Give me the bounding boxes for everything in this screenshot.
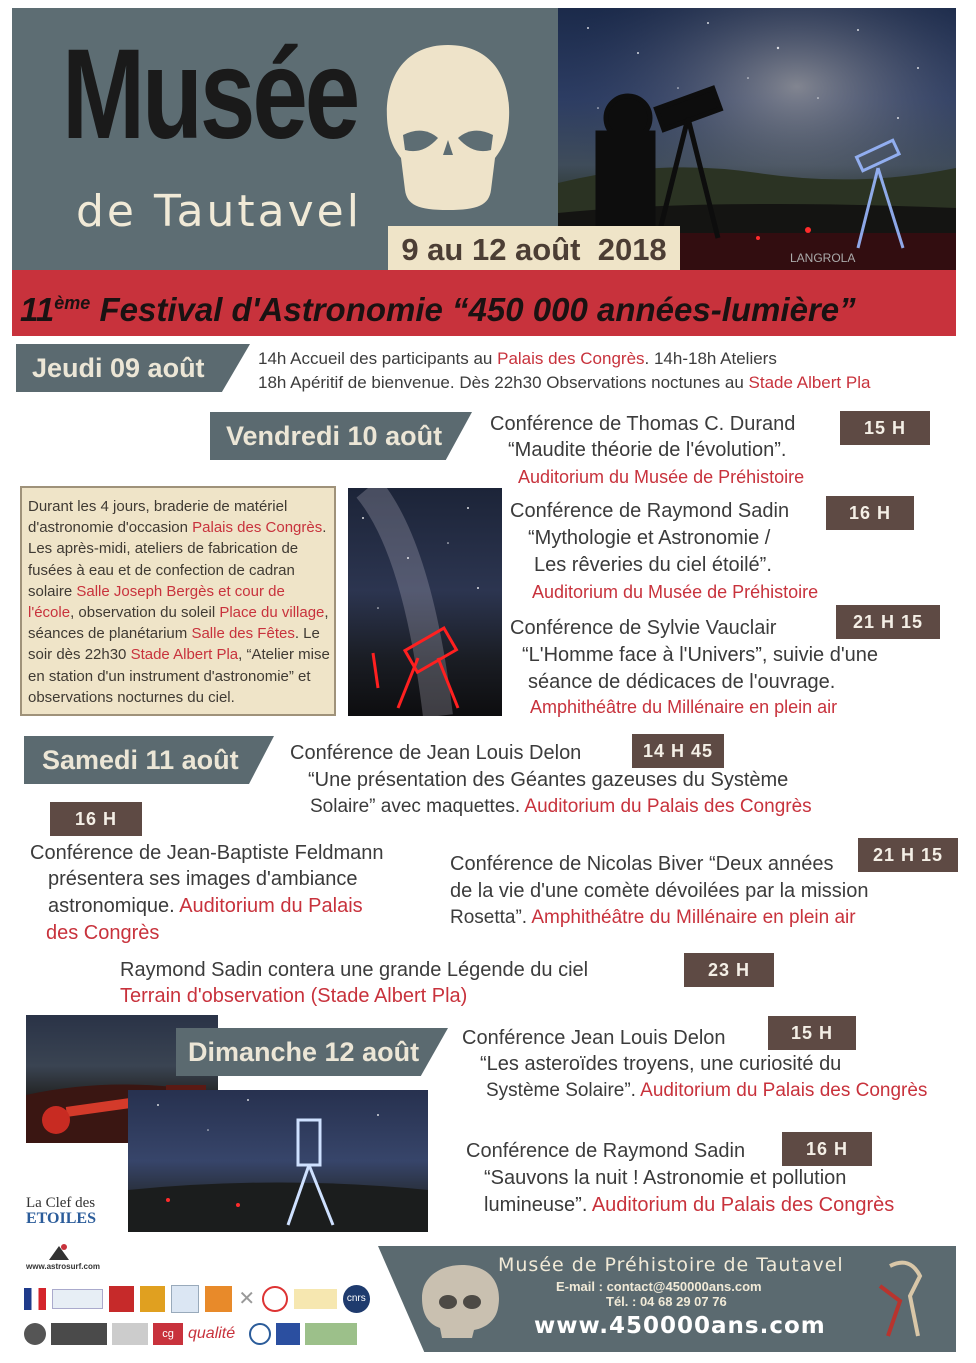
night-observation-photo bbox=[128, 1090, 428, 1232]
sam-c2-place2: des Congrès bbox=[46, 922, 160, 944]
ven-c3-place: Amphithéâtre du Millénaire en plein air bbox=[530, 697, 838, 717]
ven-c1-title: “Maudite théorie de l'évolution”. bbox=[508, 439, 787, 461]
jeudi-l2-a: 18h Apéritif de bienvenue. Dès 22h30 Observations noctunes au bbox=[258, 373, 749, 392]
box-t4: Salle Joseph Bergès et cour de l'école bbox=[28, 582, 285, 622]
jeudi-line-1 bbox=[258, 347, 777, 371]
dim-c1-time: 15 H bbox=[768, 1016, 856, 1050]
sam-c4-time: 23 H bbox=[684, 953, 774, 987]
sam-c3-t1: Conférence de Nicolas Biver “Deux années bbox=[450, 853, 834, 875]
sam-c2-time: 16 H bbox=[50, 802, 142, 836]
sam-c2-line3 bbox=[48, 893, 363, 919]
logo-cnrs: cnrs bbox=[343, 1285, 370, 1313]
dim-c1-t1: “Les asteroïdes troyens, une curiosité du bbox=[480, 1053, 842, 1075]
ven-c3-speaker: Conférence de Sylvie Vauclair bbox=[510, 617, 777, 639]
festival-name: Festival d'Astronomie “450 000 années-lumière” bbox=[90, 291, 856, 328]
jeudi-l1-place: Palais des Congrès bbox=[497, 349, 645, 368]
sam-c2-t2: astronomique. bbox=[48, 895, 180, 917]
sam-c4-t1: Raymond Sadin contera une grande Légende du ciel bbox=[120, 959, 589, 981]
box-t8: Salle des Fêtes bbox=[191, 625, 295, 643]
ven-c2-title2: Les rêveries du ciel étoilé”. bbox=[534, 554, 772, 576]
footer-tel: Tél. : 04 68 29 07 76 bbox=[606, 1294, 727, 1309]
ven-c2-title1: “Mythologie et Astronomie / bbox=[528, 527, 771, 549]
partner-blue-icon bbox=[276, 1323, 300, 1345]
sam-c2-speaker: Conférence de Jean-Baptiste Feldmann bbox=[30, 842, 384, 864]
day-label-jeudi: Jeudi 09 août bbox=[32, 353, 205, 383]
sam-c2-place1: Auditorium du Palais bbox=[179, 895, 363, 917]
title-musee: Musée bbox=[62, 23, 358, 166]
box-t2: Palais des Congrès bbox=[192, 519, 323, 537]
sam-c1-speaker: Conférence de Jean Louis Delon bbox=[290, 742, 582, 764]
sam-c1-line2 bbox=[310, 794, 812, 820]
partner-logos-row-2 bbox=[24, 1320, 370, 1348]
box-t5: , observation du soleil bbox=[70, 604, 220, 622]
ven-c2-place: Auditorium du Musée de Préhistoire bbox=[532, 582, 819, 602]
day-label-dimanche: Dimanche 12 août bbox=[188, 1037, 420, 1067]
box-t1: Durant les 4 jours, braderie de matériel d'astronomie d'occasion bbox=[28, 498, 288, 537]
museum-icon bbox=[24, 1323, 46, 1345]
ven-c3-title2: séance de dédicaces de l'ouvrage. bbox=[528, 671, 836, 693]
dim-c1-line2 bbox=[486, 1078, 927, 1104]
title-tautavel: de Tautavel bbox=[76, 186, 362, 237]
footer-email: E-mail : contact@450000ans.com bbox=[556, 1279, 762, 1294]
jeudi-l1-a: 14h Accueil des participants au bbox=[258, 349, 498, 368]
dim-c1-t2: Système Solaire”. bbox=[486, 1080, 641, 1101]
info-box-text bbox=[28, 496, 332, 708]
box-t10: Stade Albert Pla bbox=[130, 646, 239, 664]
sam-c4-place: Terrain d'observation (Stade Albert Pla) bbox=[120, 985, 468, 1007]
occitanie-logo-icon bbox=[140, 1286, 165, 1312]
sam-c3-t3: Rosetta”. bbox=[450, 907, 532, 928]
box-t11: , “Atelier mise en station d'un instrument d'astronomie” et observations nocturnes du ciel. bbox=[28, 646, 330, 706]
tautavel-logo-icon bbox=[294, 1289, 337, 1309]
footer-museum-name: Musée de Préhistoire de Tautavel bbox=[498, 1254, 844, 1276]
logo-clef-line2: ETOILES bbox=[26, 1210, 96, 1227]
jeudi-line-2 bbox=[258, 371, 870, 395]
ven-c2-speaker: Conférence de Raymond Sadin bbox=[510, 500, 790, 522]
footer-website[interactable]: www.450000ans.com bbox=[534, 1313, 826, 1339]
photo-credit: LANGROLA bbox=[790, 251, 856, 265]
ven-c1-speaker: Conférence de Thomas C. Durand bbox=[490, 413, 796, 435]
box-t6: Place du village bbox=[219, 604, 325, 622]
dim-c2-place: Auditorium du Palais des Congrès bbox=[591, 1194, 895, 1216]
dates-banner: 9 au 12 août 2018 bbox=[388, 226, 680, 274]
ven-c3-title1: “L'Homme face à l'Univers”, suivie d'une bbox=[522, 644, 879, 666]
ven-c3-time: 21 H 15 bbox=[836, 605, 940, 639]
box-t9: . Le soir dès 22h30 bbox=[28, 625, 320, 664]
logo-clef-line1: La Clef des bbox=[26, 1195, 96, 1211]
musee-homme-logo-icon bbox=[51, 1323, 107, 1345]
logo-cg: cg bbox=[153, 1323, 183, 1345]
sam-c1-time: 14 H 45 bbox=[632, 734, 724, 768]
ministry-logo-icon bbox=[52, 1289, 103, 1309]
sam-c1-place: Auditorium du Palais des Congrès bbox=[524, 796, 812, 817]
ven-c1-place: Auditorium du Musée de Préhistoire bbox=[518, 467, 805, 487]
department-logo-icon bbox=[171, 1285, 198, 1313]
festival-title bbox=[20, 282, 856, 331]
ven-c1-time: 15 H bbox=[840, 411, 930, 445]
sam-c3-line3 bbox=[450, 905, 856, 931]
box-t3: . Les après-midi, ateliers de fabrication de fusées à eau et de confection de cadran solaire bbox=[28, 519, 327, 600]
festival-number: 11 bbox=[20, 291, 55, 328]
ven-c2-time: 16 H bbox=[826, 496, 914, 530]
partner-cross-icon: ✕ bbox=[238, 1288, 256, 1310]
dim-c2-t1: “Sauvons la nuit ! Astronomie et pollution bbox=[484, 1167, 847, 1189]
sam-c1-title2: Solaire” avec maquettes. bbox=[310, 796, 525, 817]
dim-c2-t2: lumineuse”. bbox=[484, 1194, 592, 1216]
sam-c1-title1: “Une présentation des Géantes gazeuses du Système bbox=[308, 769, 789, 791]
day-label-samedi: Samedi 11 août bbox=[42, 745, 239, 775]
dim-c1-place: Auditorium du Palais des Congrès bbox=[640, 1080, 928, 1101]
milky-way-photo bbox=[348, 488, 502, 716]
quality-tourisme-icon bbox=[249, 1323, 271, 1345]
jeudi-l1-c: . 14h-18h Ateliers bbox=[644, 349, 777, 368]
dim-c2-line2 bbox=[484, 1192, 894, 1218]
museum-emblem-icon bbox=[870, 1256, 930, 1353]
partner-logos-row-1 bbox=[24, 1284, 370, 1314]
festival-number-suffix: ème bbox=[54, 293, 91, 313]
box-t7: , séances de planétarium bbox=[28, 604, 329, 643]
partner-badge-icon bbox=[262, 1286, 288, 1312]
logo-astrosurf: www.astrosurf.com bbox=[26, 1262, 100, 1271]
dim-c2-speaker: Conférence de Raymond Sadin bbox=[466, 1140, 746, 1162]
logo-clef-des-etoiles bbox=[26, 1196, 106, 1227]
day-label-vendredi: Vendredi 10 août bbox=[226, 421, 443, 451]
partner-orange-icon bbox=[205, 1286, 232, 1312]
building-logo-icon bbox=[112, 1323, 148, 1345]
skull-photo-icon bbox=[412, 1258, 504, 1347]
france-flag-icon bbox=[24, 1288, 46, 1310]
sam-c3-t2: de la vie d'une comète dévoilées par la mission bbox=[450, 880, 869, 902]
jeudi-l2-place: Stade Albert Pla bbox=[748, 373, 871, 392]
dim-c1-speaker: Conférence Jean Louis Delon bbox=[462, 1027, 726, 1049]
sam-c3-time: 21 H 15 bbox=[858, 838, 958, 872]
sam-c3-place: Amphithéâtre du Millénaire en plein air bbox=[531, 907, 856, 928]
sam-c2-t1: présentera ses images d'ambiance bbox=[48, 868, 358, 890]
logo-qualite: qualité bbox=[188, 1325, 236, 1342]
region-logo-icon bbox=[109, 1286, 134, 1312]
dim-c2-time: 16 H bbox=[782, 1132, 872, 1166]
skull-icon bbox=[383, 40, 513, 220]
map-logo-icon bbox=[305, 1323, 357, 1345]
